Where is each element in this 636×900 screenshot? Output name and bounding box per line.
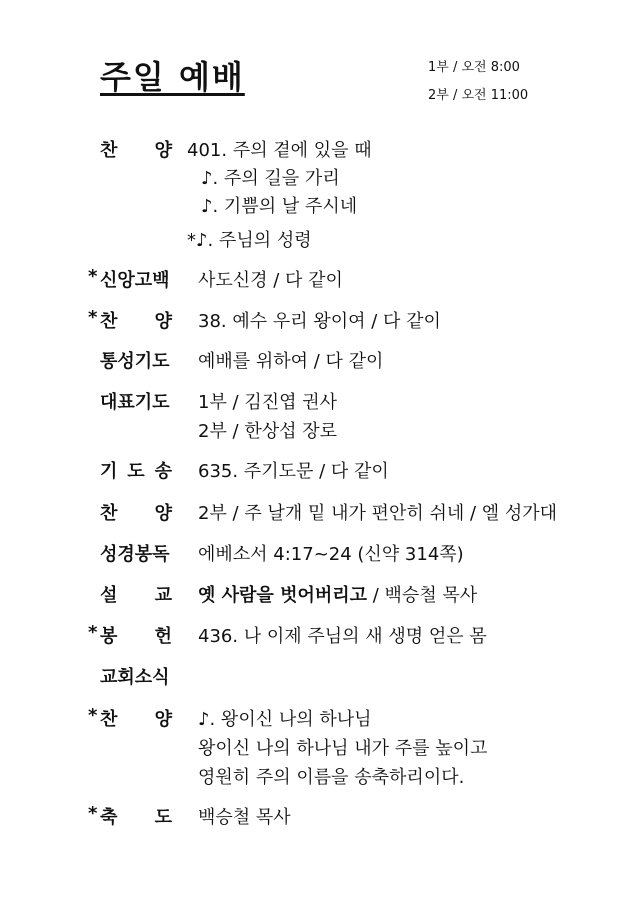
order-label: 기 도 송 — [100, 461, 172, 482]
order-line: 1부 / 김진엽 권사 — [198, 392, 338, 413]
order-line: 예배를 위하여 / 다 같이 — [198, 351, 384, 372]
order-line: 401. 주의 곁에 있을 때 — [187, 140, 372, 161]
page-title: 주일 예배 — [100, 58, 245, 96]
star-mark: * — [88, 307, 98, 328]
star-mark: * — [88, 705, 98, 726]
order-line: 635. 주기도문 / 다 같이 — [198, 461, 389, 482]
order-label: 찬 양 — [100, 140, 172, 161]
star-mark: * — [88, 266, 98, 287]
order-line: ♪. 기쁨의 날 주시네 — [201, 196, 358, 217]
order-line: 436. 나 이제 주님의 새 생명 얻은 몸 — [198, 626, 487, 647]
order-line: ♪. 주의 길을 가리 — [201, 168, 340, 189]
order-label: 설 교 — [100, 585, 172, 606]
order-line: 사도신경 / 다 같이 — [198, 270, 343, 291]
order-line: 2부 / 주 날개 밑 내가 편안히 쉬네 / 엘 성가대 — [198, 503, 558, 524]
order-line: 백승철 목사 — [198, 807, 291, 828]
order-line: ♪. 왕이신 나의 하나님 — [198, 709, 372, 730]
order-line: *♪. 주님의 성령 — [187, 230, 312, 251]
service-times — [428, 54, 528, 110]
star-mark: * — [88, 803, 98, 824]
order-label: 봉 헌 — [100, 626, 172, 647]
order-label: 축 도 — [100, 807, 172, 828]
order-label: 통성기도 — [100, 351, 170, 372]
sermon-preacher: / 백승철 목사 — [367, 585, 478, 606]
order-line — [198, 581, 477, 607]
service-time-2: 2부 / 오전 11:00 — [428, 88, 529, 103]
service-time-1: 1부 / 오전 8:00 — [428, 60, 520, 75]
sermon-title: 옛 사람을 벗어버리고 — [198, 585, 368, 606]
order-label: 대표기도 — [100, 392, 170, 413]
order-label: 성경봉독 — [100, 544, 170, 565]
order-line: 에베소서 4:17~24 (신약 314쪽) — [198, 544, 464, 565]
order-line: 왕이신 나의 하나님 내가 주를 높이고 — [198, 738, 488, 759]
star-mark: * — [88, 622, 98, 643]
order-line: 영원히 주의 이름을 송축하리이다. — [198, 767, 465, 788]
order-label: 찬 양 — [100, 311, 172, 332]
order-label: 찬 양 — [100, 503, 172, 524]
order-line: 2부 / 한상섭 장로 — [198, 421, 338, 442]
order-line: 38. 예수 우리 왕이여 / 다 같이 — [198, 311, 441, 332]
order-label: 교회소식 — [100, 667, 170, 688]
order-label: 찬 양 — [100, 709, 172, 730]
order-label: 신앙고백 — [100, 270, 170, 291]
